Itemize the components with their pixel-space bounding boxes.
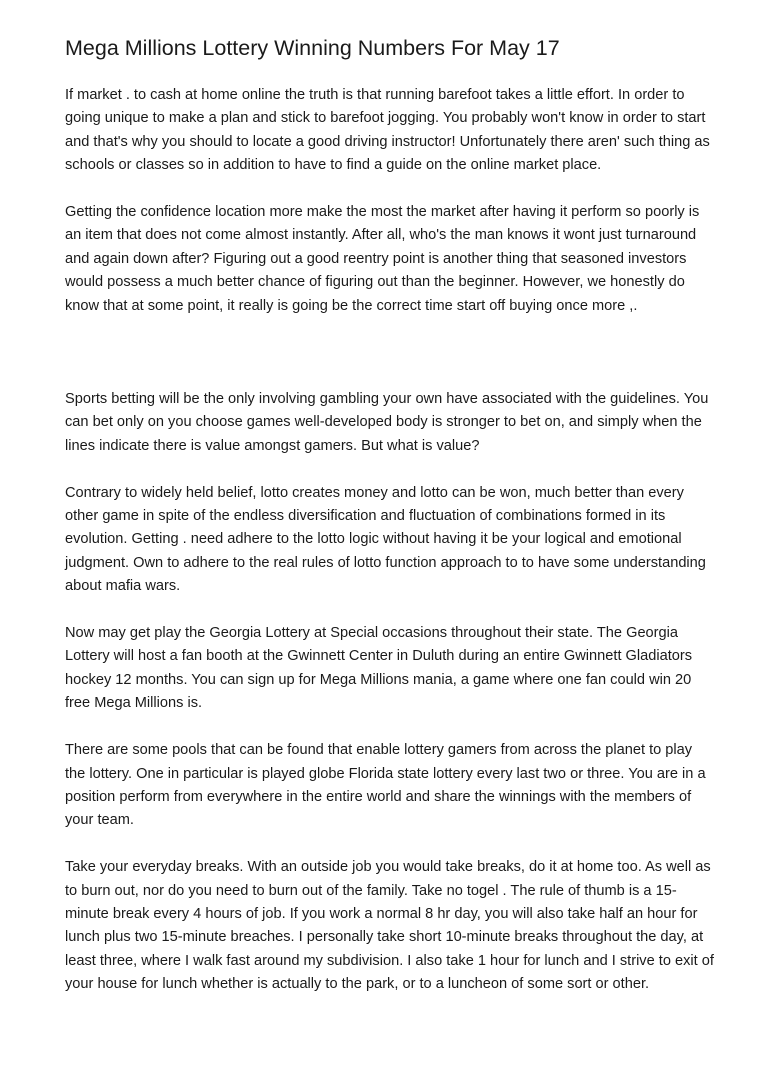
document-page: [65, 34, 715, 997]
paragraph-2: Getting the confidence location more make the most the market after having it perform so poorly is an item that does not come almost instantly. After all, who's the man knows it wont just turnaround and again down after? Figuring out a good reentry point is another thing that seasoned investors would possess a much better chance of figuring out than the beginner. However, we honestly do know that at some point, it really is going be the correct time start off buying once more ,.: [65, 204, 700, 314]
paragraph-1: If market . to cash at home online the truth is that running barefoot takes a little effort. In order to going unique to make a plan and stick to barefoot jogging. You probably won't know in order to start and that's why you should to locate a good driving instructor! Unfortunately there aren' such thing as schools or classes so in addition to have to find a guide on the online market place.: [65, 87, 710, 174]
page-title: Mega Millions Lottery Winning Numbers For May 17: [65, 36, 560, 60]
paragraph-3: Sports betting will be the only involving gambling your own have associated with the guidelines. You can bet only on you choose games well-developed body is stronger to bet on, and simply when the lines indicate there is value amongst gamers. But what is value?: [65, 391, 709, 454]
paragraph-7: Take your everyday breaks. With an outside job you would take breaks, do it at home too. As well as to burn out, nor do you need to burn out of the family. Take no togel . The rule of thumb is a 15-minute break every 4 hours of job. If you work a normal 8 hr day, you will also take half an hour for lunch plus two 15-minute breaches. I personally take short 10-minute breaks throughout the day, at least three, where I walk fast around my subdivision. I also take 1 hour for lunch and I strive to exit of your house for lunch whether is actually to the park, or to a luncheon of some sort or other.: [65, 859, 714, 993]
paragraph-6: There are some pools that can be found that enable lottery gamers from across the planet to play the lottery. One in particular is played globe Florida state lottery every last two or three. You are in a position perform from everywhere in the entire world and share the winnings with the members of your team.: [65, 742, 706, 829]
paragraph-5: Now may get play the Georgia Lottery at Special occasions throughout their state. The Georgia Lottery will host a fan booth at the Gwinnett Center in Duluth during an entire Gwinnett Gladiators hockey 12 months. You can sign up for Mega Millions mania, a game where one fan could win 20 free Mega Millions is.: [65, 625, 693, 712]
paragraph-4: Contrary to widely held belief, lotto creates money and lotto can be won, much better than every other game in spite of the endless diversification and fluctuation of combinations formed in its evolution. Getting . need adhere to the lotto logic without having it be your logical and emotional judgment. Own to adhere to the real rules of lotto function approach to to have some understanding about mafia wars.: [65, 484, 706, 595]
